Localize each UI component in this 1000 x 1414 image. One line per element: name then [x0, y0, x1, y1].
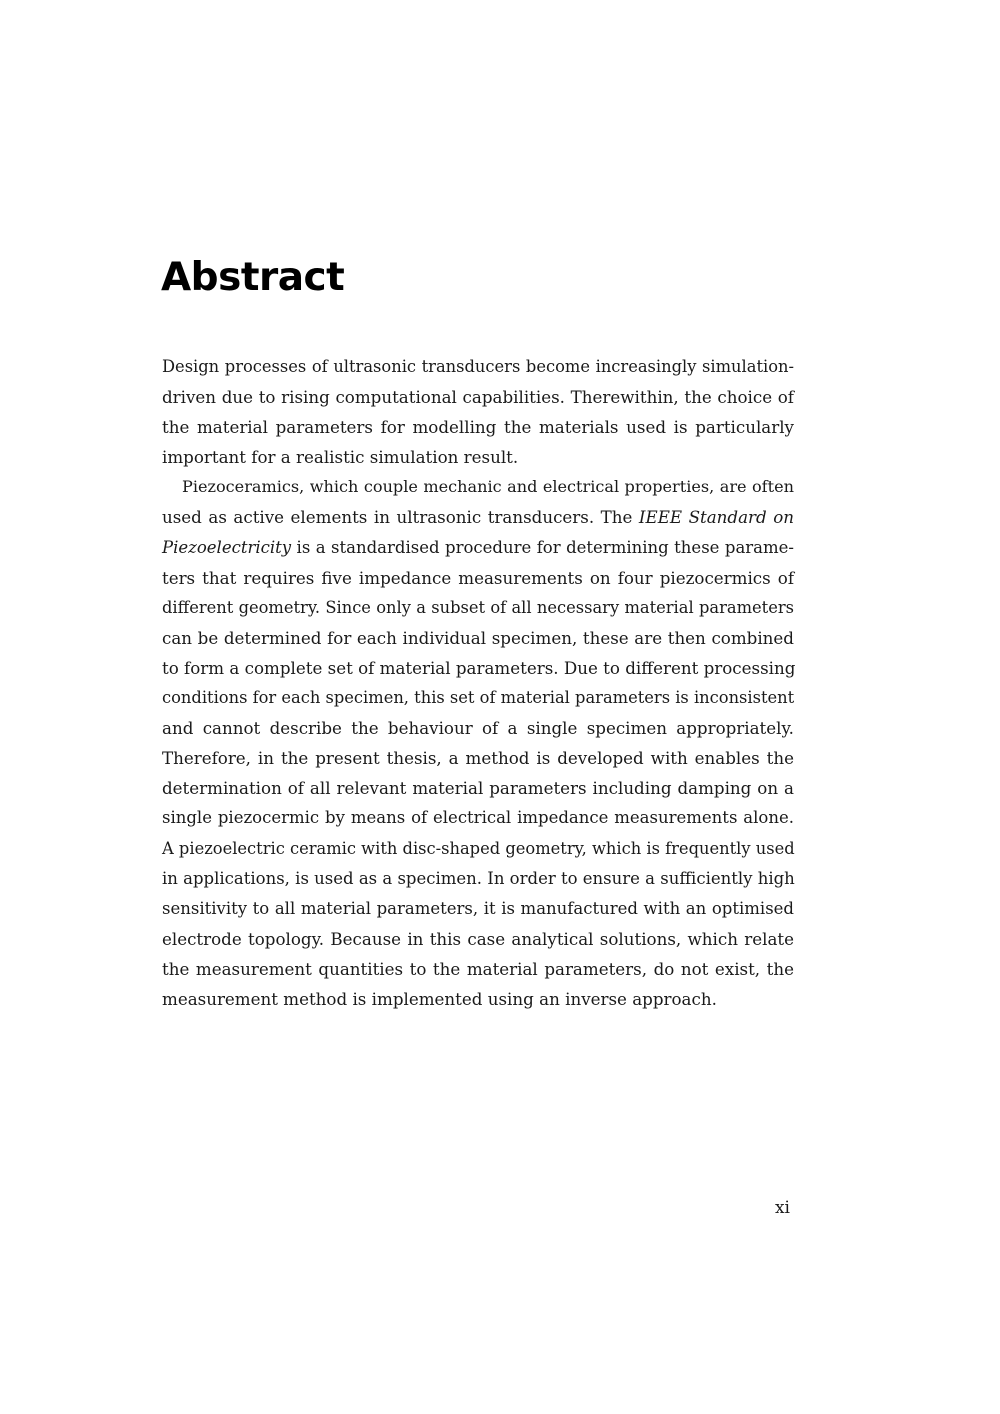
text-line: electrode topology. Because in this case analytical solutions, which relate [162, 928, 794, 949]
text-line: sensitivity to all material parameters, it is manufactured with an optimised [162, 898, 794, 918]
abstract-body [162, 352, 794, 1014]
text-run: is a standardised procedure for determining these parame- [291, 537, 794, 557]
text-line [162, 533, 794, 563]
text-line: Piezoceramics, which couple mechanic and electrical properties, are often [182, 477, 794, 497]
text-line: driven due to rising computational capabilities. Therewithin, the choice of [162, 387, 794, 408]
standard-title-italic: IEEE Standard on [638, 507, 794, 528]
page-number: xi [774, 1198, 790, 1218]
text-line: ters that requires five impedance measurements on four piezocermics of [162, 567, 794, 588]
text-line: single piezocermic by means of electrical impedance measurements alone. [162, 808, 794, 828]
standard-title-italic: Piezoelectricity [162, 537, 292, 557]
text-line: conditions for each specimen, this set of material parameters is inconsistent [162, 688, 795, 708]
text-line: Therefore, in the present thesis, a method is developed with enables the [162, 748, 794, 769]
text-line: different geometry. Since only a subset of all necessary material parameters [162, 597, 794, 617]
text-line: important for a realistic simulation result. [162, 447, 519, 468]
text-line: determination of all relevant material parameters including damping on a [162, 778, 794, 799]
text-line [162, 502, 794, 532]
text-run: used as active elements in ultrasonic transducers. The [162, 507, 639, 528]
text-line: the material parameters for modelling the materials used is particularly [162, 417, 794, 438]
abstract-heading: Abstract [161, 255, 345, 300]
text-line: in applications, is used as a specimen. In order to ensure a sufficiently high [162, 868, 795, 888]
paragraph-2 [162, 472, 794, 1014]
text-line: and cannot describe the behaviour of a single specimen appropriately. [162, 718, 794, 739]
text-line: to form a complete set of material parameters. Due to different processing [162, 657, 796, 678]
text-line: can be determined for each individual specimen, these are then combined [162, 627, 794, 648]
text-line: Design processes of ultrasonic transducers become increasingly simulation- [162, 357, 794, 376]
paragraph-1 [162, 352, 794, 472]
text-line: A piezoelectric ceramic with disc-shaped geometry, which is frequently used [162, 838, 795, 858]
text-line: measurement method is implemented using an inverse approach. [162, 988, 717, 1009]
text-line: the measurement quantities to the material parameters, do not exist, the [162, 958, 794, 979]
